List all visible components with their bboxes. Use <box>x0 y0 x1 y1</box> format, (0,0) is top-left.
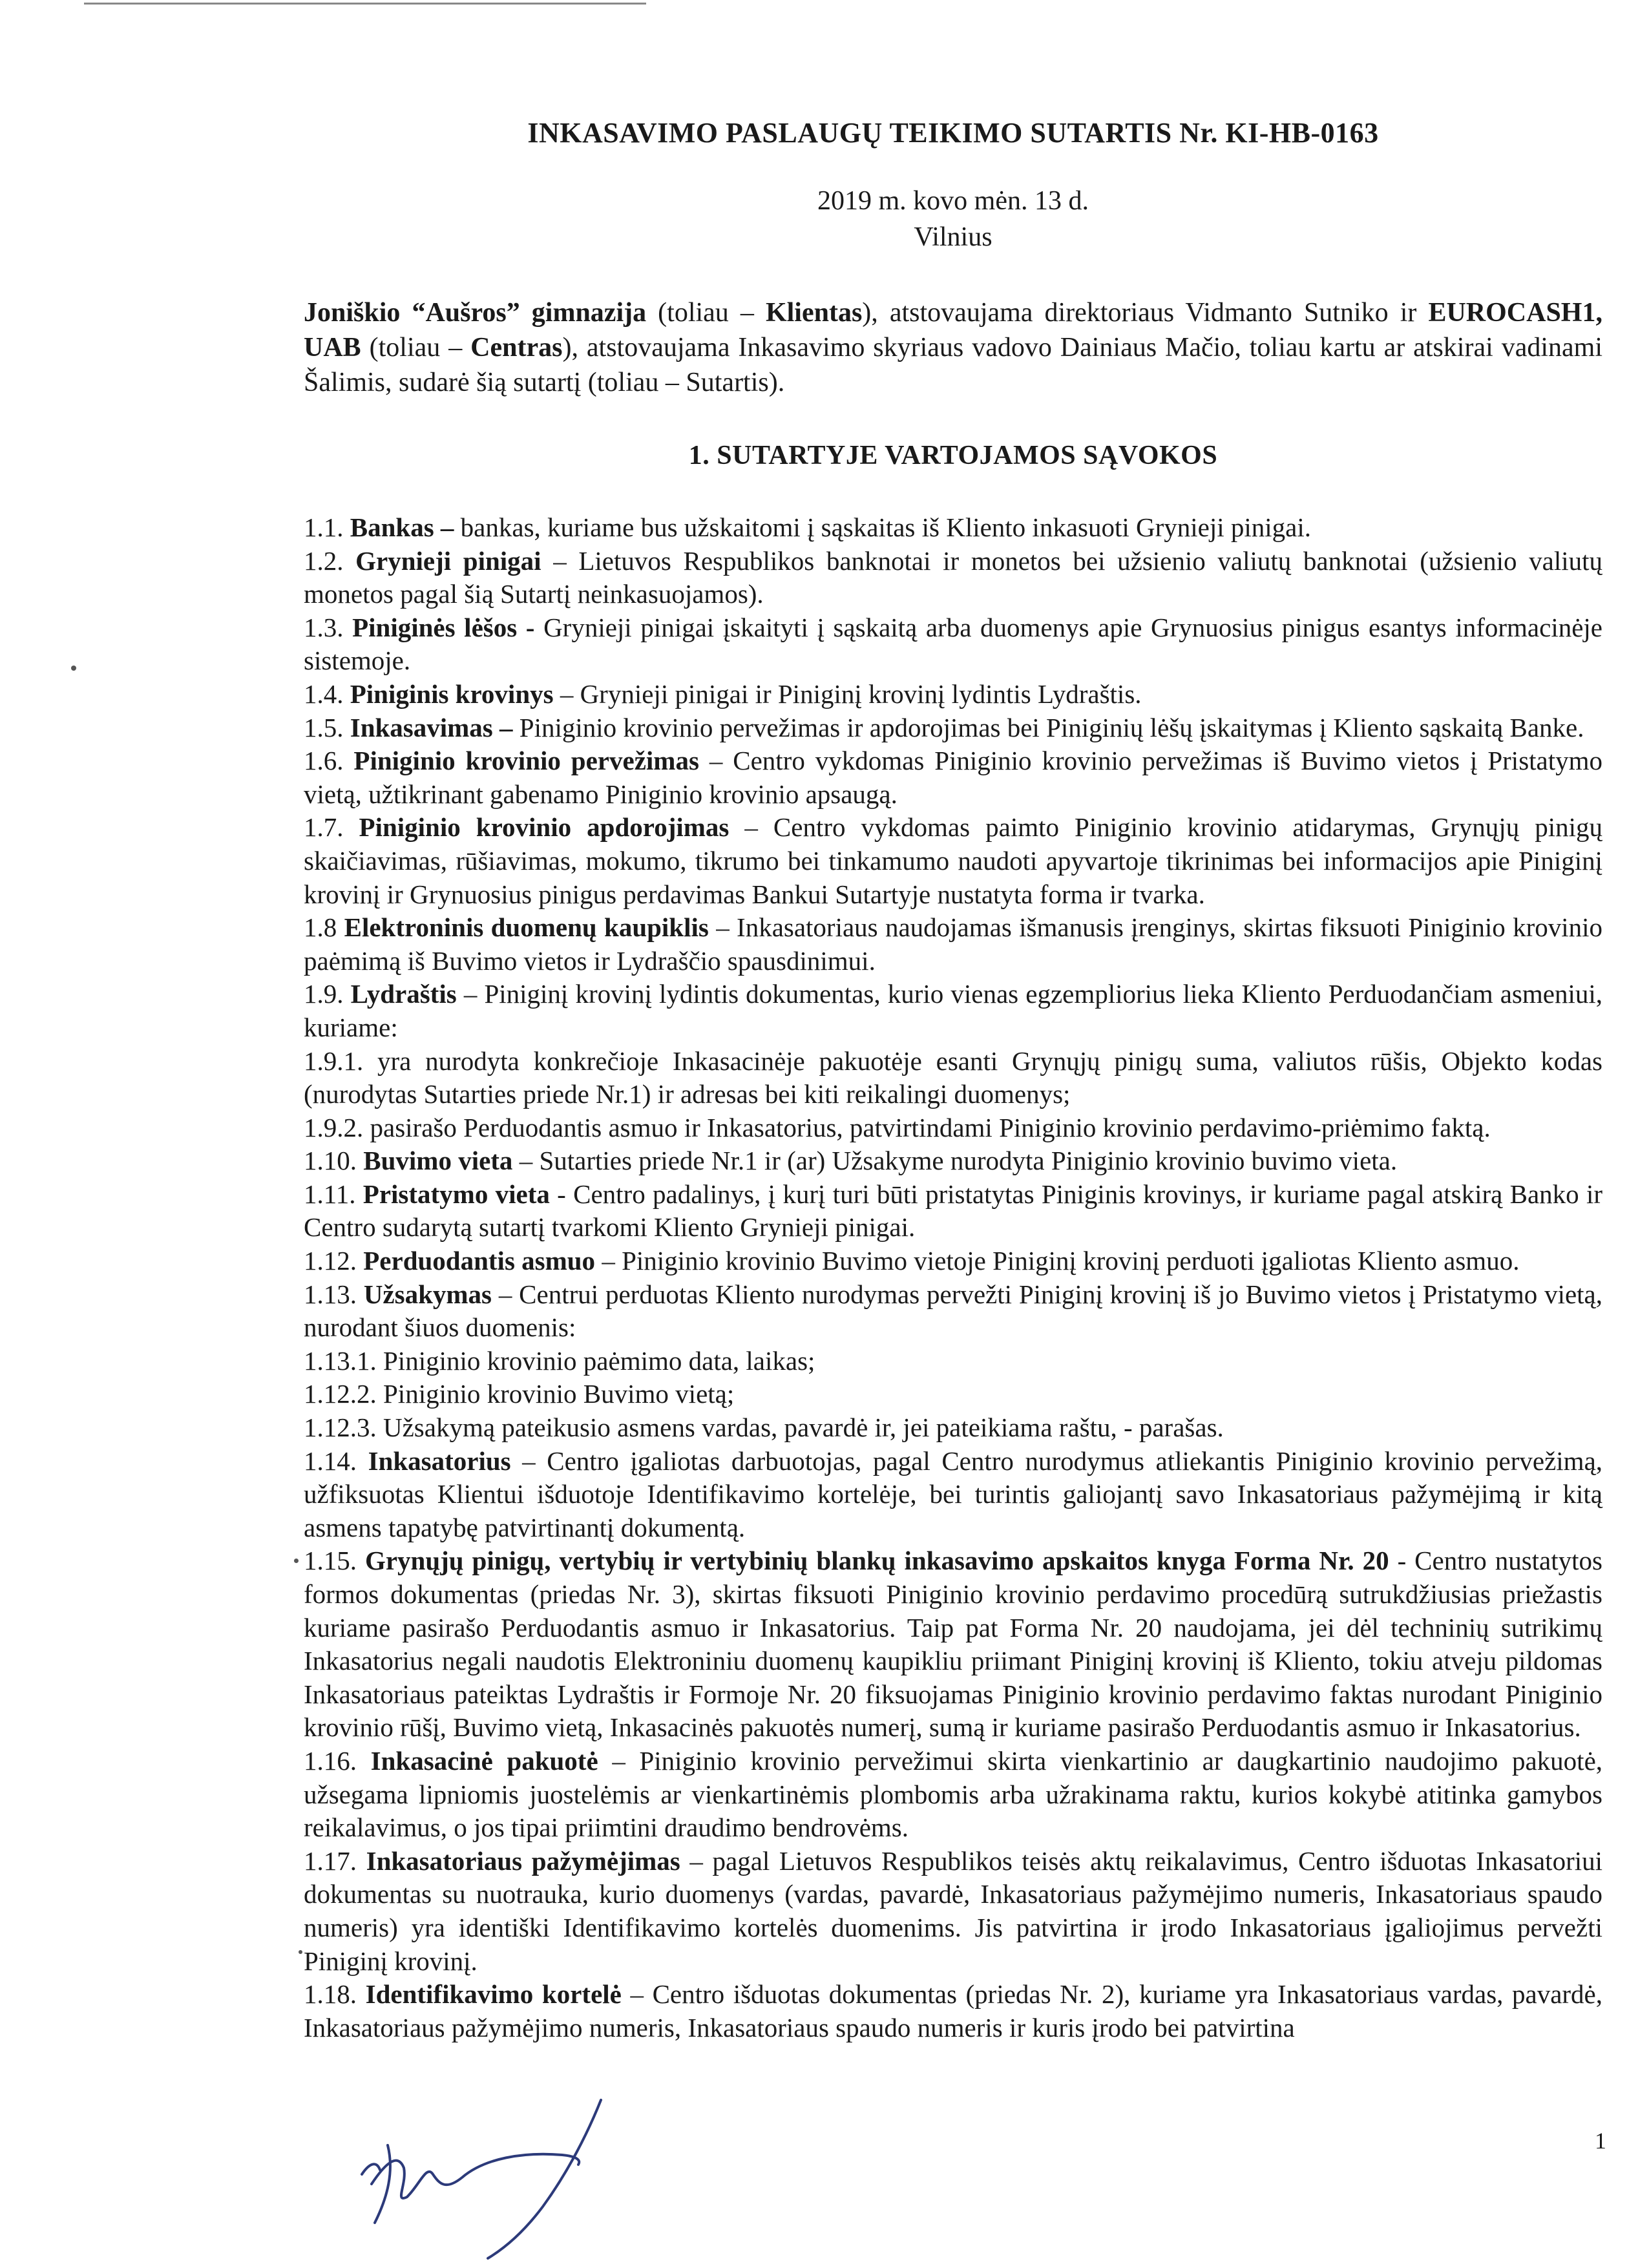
definitions-list <box>304 511 1602 2044</box>
party-name: EUROCASH1, UAB <box>304 298 1602 362</box>
definition-text: – Piniginį krovinį lydintis dokumentas, kurio vienas egzempliorius lieka Kliento Perduodančiam asmeniui, kuriame: <box>304 979 1603 1042</box>
definition-text: Grynieji pinigai įskaityti į sąskaitą arba duomenys apie Grynuosius pinigus esantys informacinėje sistemoje. <box>304 612 1603 676</box>
definition-item <box>304 1978 1602 2044</box>
definition-item <box>304 511 1602 545</box>
definition-term: Inkasavimas – <box>350 712 513 742</box>
definition-term: Piniginės lėšos - <box>352 612 535 642</box>
definition-number: 1.10. <box>304 1146 357 1176</box>
party-name: Klientas <box>765 298 863 328</box>
scan-speck <box>71 666 76 671</box>
definition-item <box>304 1111 1602 1145</box>
definition-item <box>304 1378 1602 1411</box>
definition-number: 1.18. <box>304 1979 357 2010</box>
definition-term: Identifikavimo kortelė <box>365 1979 622 2010</box>
definition-item <box>304 1244 1602 1278</box>
parties-text: (toliau – <box>646 298 766 328</box>
definition-number: 1.7. <box>304 812 344 843</box>
definition-number: 1.9.2. <box>304 1112 364 1142</box>
definition-number: 1.16. <box>304 1745 357 1776</box>
definition-text: - Centro nustatytos formos dokumentas (priedas Nr. 3), skirtas fiksuoti Piniginio krovinio perdavimo procedūrą sutrukdžiusias priežastis kuriame pasirašo Perduodantis asmuo ir Inkasatorius. Taip pat Forma Nr. 20 naudojama, jei dėl techninių sutrikimų Inkasatorius negali naudotis Elektroniniu duomenų kaupikliu priimant Piniginį krovinį iš Kliento, tokiu atveju pildomas Inkasatoriaus pateiktas Lydraštis ir Formoje Nr. 20 fiksuojamas Piniginio krovinio perdavimo faktas nurodant Piniginio krovinio rūšį, Buvimo vietą, Inkasacinės pakuotės numerį, sumą ir kuriame pasirašo Perduodantis asmuo ir Inkasatorius. <box>304 1546 1602 1743</box>
parties-text: ), atstovaujama Inkasavimo skyriaus vadovo Dainiaus Mačio, toliau kartu ar atskirai vadinami Šalimis, sudarė šią sutartį (toliau – Sutartis). <box>304 333 1602 397</box>
definition-number: 1.6. <box>304 746 344 776</box>
definition-item <box>304 744 1602 811</box>
definition-text: – Centro išduotas dokumentas (priedas Nr. 2), kuriame yra Inkasatoriaus vardas, pavardė, Inkasatoriaus pažymėjimo numeris, Inkasatoriaus spaudo numeris ir kuris įrodo bei patvirtina <box>304 1979 1603 2042</box>
definition-term: Lydraštis <box>350 979 457 1009</box>
definition-term: Inkasatoriaus pažymėjimas <box>366 1845 680 1876</box>
definition-item <box>304 1845 1602 1978</box>
definition-text: – Lietuvos Respublikos banknotai ir monetos bei užsienio valiutų banknotai (užsienio valiutų monetos pagal šią Sutartį neinkasuojamos). <box>304 545 1602 609</box>
definition-term: Piniginis krovinys <box>350 678 554 709</box>
definition-number: 1.8 <box>304 912 337 943</box>
definition-text: – Centrui perduotas Kliento nurodymas pervežti Piniginį krovinį iš jo Buvimo vietos į Pristatymo vietą, nurodant šiuos duomenis: <box>304 1279 1603 1343</box>
definition-item <box>304 1144 1602 1178</box>
definition-item <box>304 1445 1602 1545</box>
section-heading: 1. SUTARTYJE VARTOJAMOS SĄVOKOS <box>688 441 1218 470</box>
definition-item <box>304 978 1602 1044</box>
definition-number: 1.12.2. <box>304 1379 377 1409</box>
definition-text: – Piniginio krovinio pervežimui skirta vienkartinio ar daugkartinio naudojimo pakuotė, užsegama lipniomis juostelėmis ar vienkartinėmis plombomis arba užrakinama raktu, kurios kokybė atitinka gamybos reikalavimus, o jos tipai priimtini draudimo bendrovėms. <box>304 1745 1603 1843</box>
definition-text: – Centro vykdomas Piniginio krovinio pervežimas iš Buvimo vietos į Pristatymo vietą, užtikrinant gabenamo Piniginio krovinio apsaugą. <box>304 746 1603 809</box>
definition-text: – Sutarties priede Nr.1 ir (ar) Užsakyme nurodyta Piniginio krovinio buvimo vieta. <box>519 1146 1398 1176</box>
definition-item <box>304 611 1602 678</box>
party-name: Centras <box>470 333 563 362</box>
document-date: 2019 m. kovo mėn. 13 d. <box>817 186 1089 216</box>
definition-term: Perduodantis asmuo <box>363 1246 596 1276</box>
definition-term: Inkasacinė pakuotė <box>370 1745 598 1776</box>
definition-text: pasirašo Perduodantis asmuo ir Inkasatorius, patvirtindami Piniginio krovinio perdavimo-priėmimo faktą. <box>370 1112 1491 1142</box>
page-number: 1 <box>1595 2128 1606 2154</box>
definition-item <box>304 811 1602 911</box>
definition-number: 1.15. <box>304 1546 357 1576</box>
definition-number: 1.13. <box>304 1279 357 1309</box>
definition-text: – pagal Lietuvos Respublikos teisės aktų reikalavimus, Centro išduotas Inkasatoriui dokumentas su nuotrauka, kurio duomenys (vardas, pavardė, Inkasatoriaus pažymėjimo numeris, Inkasatoriaus spaudo numeris) yra identiški Identifikavimo kortelės duomenims. Jis patvirtina ir įrodo Inkasatoriaus įgaliojimus pervežti Piniginį krovinį. <box>304 1845 1603 1976</box>
document-city: Vilnius <box>914 222 993 252</box>
definition-number: 1.12.3. <box>304 1412 377 1443</box>
scan-edge-line <box>84 3 646 5</box>
parties-paragraph <box>304 295 1602 400</box>
definition-item <box>304 1411 1602 1445</box>
definition-term: Bankas – <box>350 512 454 542</box>
definition-text: Piniginio krovinio paėmimo data, laikas; <box>383 1345 815 1376</box>
parties-text: ), atstovaujama direktoriaus Vidmanto Sutniko ir <box>862 298 1429 328</box>
definition-term: Piniginio krovinio apdorojimas <box>359 812 730 843</box>
definition-text: – Grynieji pinigai ir Piniginį krovinį lydintis Lydraštis. <box>560 678 1142 709</box>
definition-text: - Centro padalinys, į kurį turi būti pristatytas Piniginis krovinys, ir kuriame pagal atskirą Banko ir Centro sudarytą sutartį tvarkomi Kliento Grynieji pinigai. <box>304 1179 1602 1243</box>
definition-term: Grynųjų pinigų, vertybių ir vertybinių blankų inkasavimo apskaitos knyga Forma Nr. 20 <box>364 1546 1389 1576</box>
definition-text: yra nurodyta konkrečioje Inkasacinėje pakuotėje esanti Grynųjų pinigų suma, valiutos rūšis, Objekto kodas (nurodytas Sutarties priede Nr.1) ir adresas bei kiti reikalingi duomenys; <box>304 1045 1603 1109</box>
definition-term: Elektroninis duomenų kaupiklis <box>344 912 709 943</box>
definition-number: 1.9. <box>304 979 344 1009</box>
definition-number: 1.13.1. <box>304 1345 377 1376</box>
definition-item <box>304 545 1602 611</box>
party-name: Joniškio “Aušros” gimnazija <box>304 298 647 328</box>
definition-item <box>304 1544 1602 1745</box>
definition-number: 1.5. <box>304 712 344 742</box>
signature-image <box>349 2087 685 2262</box>
definition-term: Grynieji pinigai <box>355 545 541 576</box>
definition-item <box>304 711 1602 745</box>
definition-term: Pristatymo vieta <box>362 1179 550 1209</box>
definition-number: 1.3. <box>304 612 344 642</box>
definition-text: Užsakymą pateikusio asmens vardas, pavardė ir, jei pateikiama raštu, - parašas. <box>383 1412 1224 1443</box>
contract-page <box>304 116 1602 2044</box>
definition-text: – Centro vykdomas paimto Piniginio krovinio atidarymas, Grynųjų pinigų skaičiavimas, rūšiavimas, mokumo, tikrumo bei tinkamumo naudoti apyvartoje tikrinimas bei informacijos apie Piniginį krovinį ir Grynuosius pinigus perdavimas Bankui Sutartyje nustatyta forma ir tvarka. <box>304 812 1603 909</box>
definition-text: – Inkasatoriaus naudojamas išmanusis įrenginys, skirtas fiksuoti Piniginio krovinio paėmimą iš Buvimo vietos ir Lydraščio spausdinimui. <box>304 912 1603 976</box>
definition-number: 1.12. <box>304 1246 357 1276</box>
definition-item <box>304 911 1602 978</box>
definition-term: Piniginio krovinio pervežimas <box>353 746 699 776</box>
parties-text: (toliau – <box>361 333 471 362</box>
definition-text: bankas, kuriame bus užskaitomi į sąskaitas iš Kliento inkasuoti Grynieji pinigai. <box>460 512 1312 542</box>
definition-number: 1.14. <box>304 1445 357 1476</box>
definition-text: – Centro įgaliotas darbuotojas, pagal Centro nurodymus atliekantis Piniginio krovinio pervežimą, užfiksuotas Klientui išduotoje Identifikavimo kortelėje, bei turintis galiojantį savo Inkasatoriaus pažymėjimą ir kitą asmens tapatybę patvirtinantį dokumentą. <box>304 1445 1603 1542</box>
scan-speck <box>299 1950 302 1954</box>
definition-number: 1.1. <box>304 512 344 542</box>
definition-term: Inkasatorius <box>368 1445 511 1476</box>
definition-term: Buvimo vieta <box>363 1146 513 1176</box>
definition-item <box>304 1045 1602 1111</box>
definition-text: – Piniginio krovinio Buvimo vietoje Piniginį krovinį perduoti įgaliotas Kliento asmuo. <box>602 1246 1520 1276</box>
definition-term: Užsakymas <box>363 1279 492 1309</box>
definition-text: Piniginio krovinio Buvimo vietą; <box>383 1379 735 1409</box>
definition-number: 1.11. <box>304 1179 356 1209</box>
definition-number: 1.9.1. <box>304 1045 364 1076</box>
definition-item <box>304 1178 1602 1244</box>
definition-number: 1.4. <box>304 678 344 709</box>
definition-item <box>304 1278 1602 1345</box>
definition-item <box>304 678 1602 711</box>
definition-number: 1.2. <box>304 545 344 576</box>
scan-speck <box>294 1559 299 1563</box>
document-title: INKASAVIMO PASLAUGŲ TEIKIMO SUTARTIS Nr. KI-HB-0163 <box>527 117 1379 149</box>
definition-number: 1.17. <box>304 1845 357 1876</box>
definition-item <box>304 1345 1602 1378</box>
definition-item <box>304 1745 1602 1845</box>
definition-text: Piniginio krovinio pervežimas ir apdorojimas bei Piniginių lėšų įskaitymas į Kliento sąskaitą Banke. <box>519 712 1584 742</box>
